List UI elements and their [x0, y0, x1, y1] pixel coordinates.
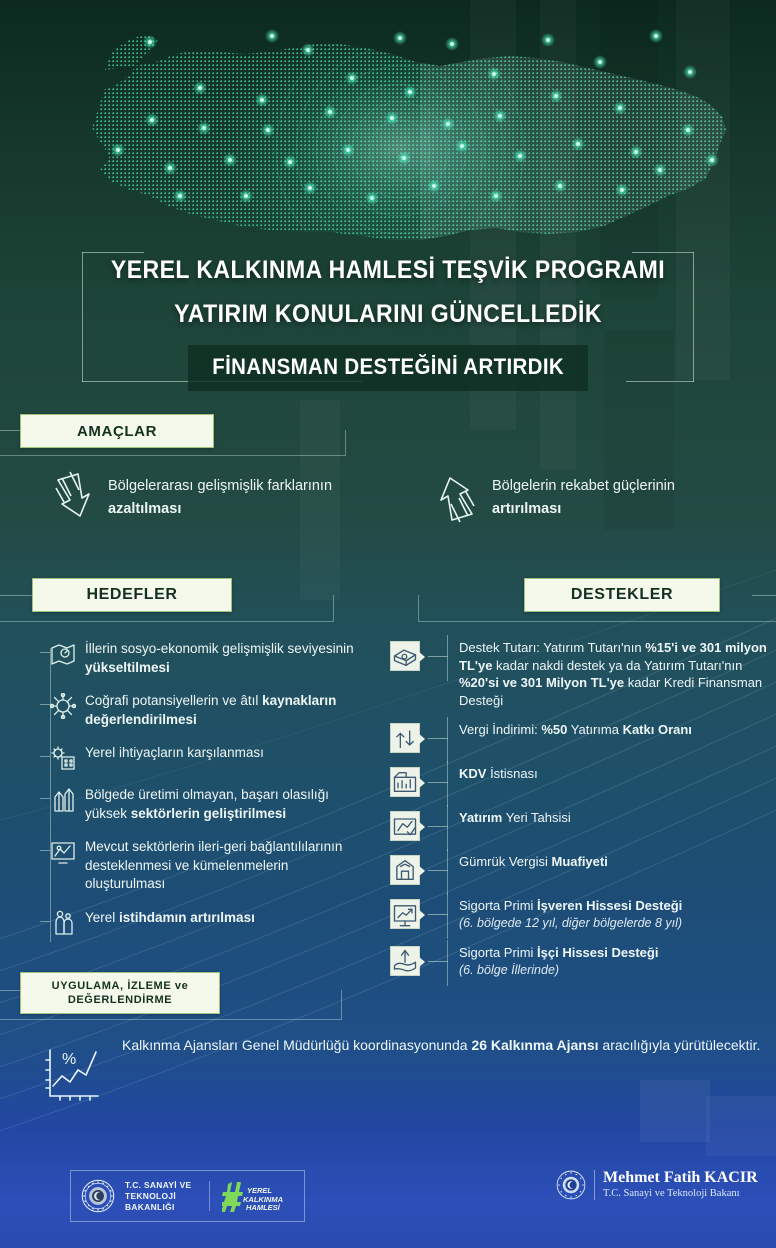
- hedefler-header: HEDEFLER: [32, 578, 232, 612]
- hedefler-item-text: İllerin sosyo-ekonomik gelişmişlik seviyesinin yükseltilmesi: [85, 641, 354, 675]
- svg-text:YEREL: YEREL: [247, 1186, 273, 1195]
- footer-divider: [209, 1181, 210, 1211]
- destekler-item: [390, 943, 776, 979]
- invoice-chart-icon: [391, 768, 419, 796]
- uygulama-header-line2: DEĞERLENDİRME: [67, 994, 173, 1006]
- bottom-note-text: Kalkınma Ajansları Genel Müdürlüğü koordinasyonunda 26 Kalkınma Ajansı aracılığıyla yürütülecektir.: [122, 1037, 761, 1053]
- destekler-item-text: Gümrük Vergisi Muafiyeti: [459, 854, 608, 869]
- goal-text: Bölgelerin rekabet güçlerinin artırılması: [492, 478, 675, 517]
- section-amaclar: [0, 414, 350, 456]
- hedefler-item: [40, 909, 370, 936]
- svg-text:HAMLESİ: HAMLESİ: [246, 1203, 280, 1212]
- signature-divider: [594, 1170, 595, 1200]
- money-stack-icon: [391, 642, 419, 670]
- bottom-note: [40, 1036, 760, 1108]
- destekler-item: [390, 764, 776, 797]
- destekler-item-text: Destek Tutarı: Yatırım Tutarı'nın %15'i ve 301 milyon TL'ye kadar nakdi destek ya da Yatırım Tutarı'nın %20'si ve 301 Milyon TL'ye kadar Kredi Finansman Desteği: [459, 640, 767, 708]
- up-arrows-icon: [432, 468, 482, 526]
- connector-line: [420, 899, 448, 929]
- destekler-icon-box: [390, 767, 420, 797]
- destekler-header: DESTEKLER: [524, 578, 720, 612]
- destekler-item-note: (6. bölge İllerinde): [459, 962, 560, 977]
- connector-line: [420, 811, 448, 841]
- ministry-name: T.C. SANAYİ VE TEKNOLOJİ BAKANLIĞI: [125, 1179, 192, 1212]
- amaclar-rule: [0, 430, 22, 431]
- hedefler-item-text: Coğrafi potansiyellerin ve âtıl kaynakların değerlendirilmesi: [85, 693, 337, 727]
- destekler-list: [390, 638, 776, 990]
- uygulama-rule: [0, 990, 22, 991]
- section-hedefler: [0, 578, 338, 624]
- connector-line: [420, 723, 448, 753]
- connector-dash: [40, 652, 50, 653]
- title-line-1: YEREL KALKINMA HAMLESİ TEŞVİK PROGRAMI: [110, 256, 666, 284]
- ministry-emblem-icon: [81, 1179, 115, 1213]
- hedefler-item-text: Mevcut sektörlerin ileri-geri bağlantılılarının desteklenmesi ve kümelenmelerin oluşturulması: [85, 839, 343, 891]
- svg-text:%: %: [62, 1051, 77, 1068]
- connector-dash: [40, 704, 50, 705]
- destekler-item-note: (6. bölgede 12 yıl, diğer bölgelerde 8 yıl): [459, 915, 683, 930]
- destekler-item: [390, 638, 776, 709]
- destekler-item-text: KDV İstisnası: [459, 766, 538, 781]
- destekler-rule: [752, 595, 776, 596]
- land-plan-icon: [391, 812, 419, 840]
- goal-item: [48, 468, 378, 526]
- destekler-icon-box: [390, 811, 420, 841]
- hand-worker-icon: [391, 947, 419, 975]
- destekler-icon-box: [390, 723, 420, 753]
- turkey-dot-map: [0, 0, 776, 255]
- destekler-item: [390, 852, 776, 885]
- destekler-item-text: Vergi İndirimi: %50 Yatırıma Katkı Oranı: [459, 722, 692, 737]
- minister-role: T.C. Sanayi ve Teknoloji Bakanı: [603, 1188, 740, 1199]
- growth-arrows-icon: [50, 787, 76, 813]
- connector-dash: [40, 756, 50, 757]
- map-location-icon: [50, 641, 76, 667]
- destekler-icon-box: [390, 855, 420, 885]
- ministry-emblem-icon: [556, 1170, 586, 1200]
- destekler-item-text: Sigorta Primi İşçi Hissesi Desteği (6. bölge İllerinde): [448, 943, 658, 979]
- hedefler-item: [40, 786, 370, 823]
- minister-text: [603, 1168, 758, 1201]
- minister-name: Mehmet Fatih KACIR: [603, 1169, 758, 1186]
- minister-signature: [556, 1168, 758, 1201]
- up-down-arrows-icon: [391, 724, 419, 752]
- destekler-item-text: Yatırım Yeri Tahsisi: [459, 810, 571, 825]
- hedefler-rule: [0, 595, 34, 596]
- hedefler-item-text: Yerel istihdamın artırılması: [85, 909, 255, 925]
- chart-screen-icon: [50, 839, 76, 865]
- hedefler-item: [40, 692, 370, 729]
- svg-text:KALKINMA: KALKINMA: [243, 1195, 283, 1204]
- yerel-kalkinma-hamlesi-logo: [222, 1178, 294, 1214]
- title-line-2: YATIRIM KONULARINI GÜNCELLEDİK: [174, 300, 602, 328]
- percent-chart-icon: [40, 1042, 102, 1108]
- connector-dash: [40, 921, 50, 922]
- connector-line: [420, 946, 448, 976]
- destekler-item: [390, 896, 776, 932]
- destekler-item-text: Sigorta Primi İşveren Hissesi Desteği (6. bölgede 12 yıl, diğer bölgelerde 8 yıl): [448, 896, 682, 932]
- amaclar-header: AMAÇLAR: [20, 414, 214, 448]
- hedefler-item: [40, 744, 370, 771]
- hero-title-block: [58, 246, 718, 388]
- destekler-icon-box: [390, 641, 420, 671]
- hedefler-item: [40, 640, 370, 677]
- destekler-icon-box: [390, 946, 420, 976]
- uygulama-header-line1: UYGULAMA, İZLEME ve: [51, 980, 189, 992]
- uygulama-header: [20, 972, 220, 1014]
- connector-line: [420, 767, 448, 797]
- people-group-icon: [50, 910, 76, 936]
- destekler-icon-box: [390, 899, 420, 929]
- goal-item: [432, 468, 752, 526]
- connector-dash: [40, 850, 50, 851]
- section-uygulama: [0, 972, 346, 1022]
- destekler-item: [390, 808, 776, 841]
- gear-building-icon: [50, 745, 76, 771]
- network-node-icon: [50, 693, 76, 719]
- customs-box-icon: [391, 856, 419, 884]
- connector-dash: [40, 798, 50, 799]
- connector-line: [420, 855, 448, 885]
- destekler-item: [390, 720, 776, 753]
- down-arrows-icon: [48, 468, 98, 526]
- hedefler-item-text: Yerel ihtiyaçların karşılanması: [85, 745, 264, 760]
- section-destekler: [418, 578, 776, 624]
- title-line-3: FİNANSMAN DESTEĞİNİ ARTIRDIK: [188, 345, 588, 391]
- connector-line: [420, 641, 448, 671]
- presentation-chart-icon: [391, 900, 419, 928]
- ministry-footer-badge: [70, 1170, 305, 1222]
- hedefler-list: [40, 640, 370, 951]
- goal-text: Bölgelerarası gelişmişlik farklarının azaltılması: [108, 478, 333, 517]
- hedefler-item-text: Bölgede üretimi olmayan, başarı olasılığı yüksek sektörlerin geliştirilmesi: [85, 787, 329, 821]
- hedefler-item: [40, 838, 370, 894]
